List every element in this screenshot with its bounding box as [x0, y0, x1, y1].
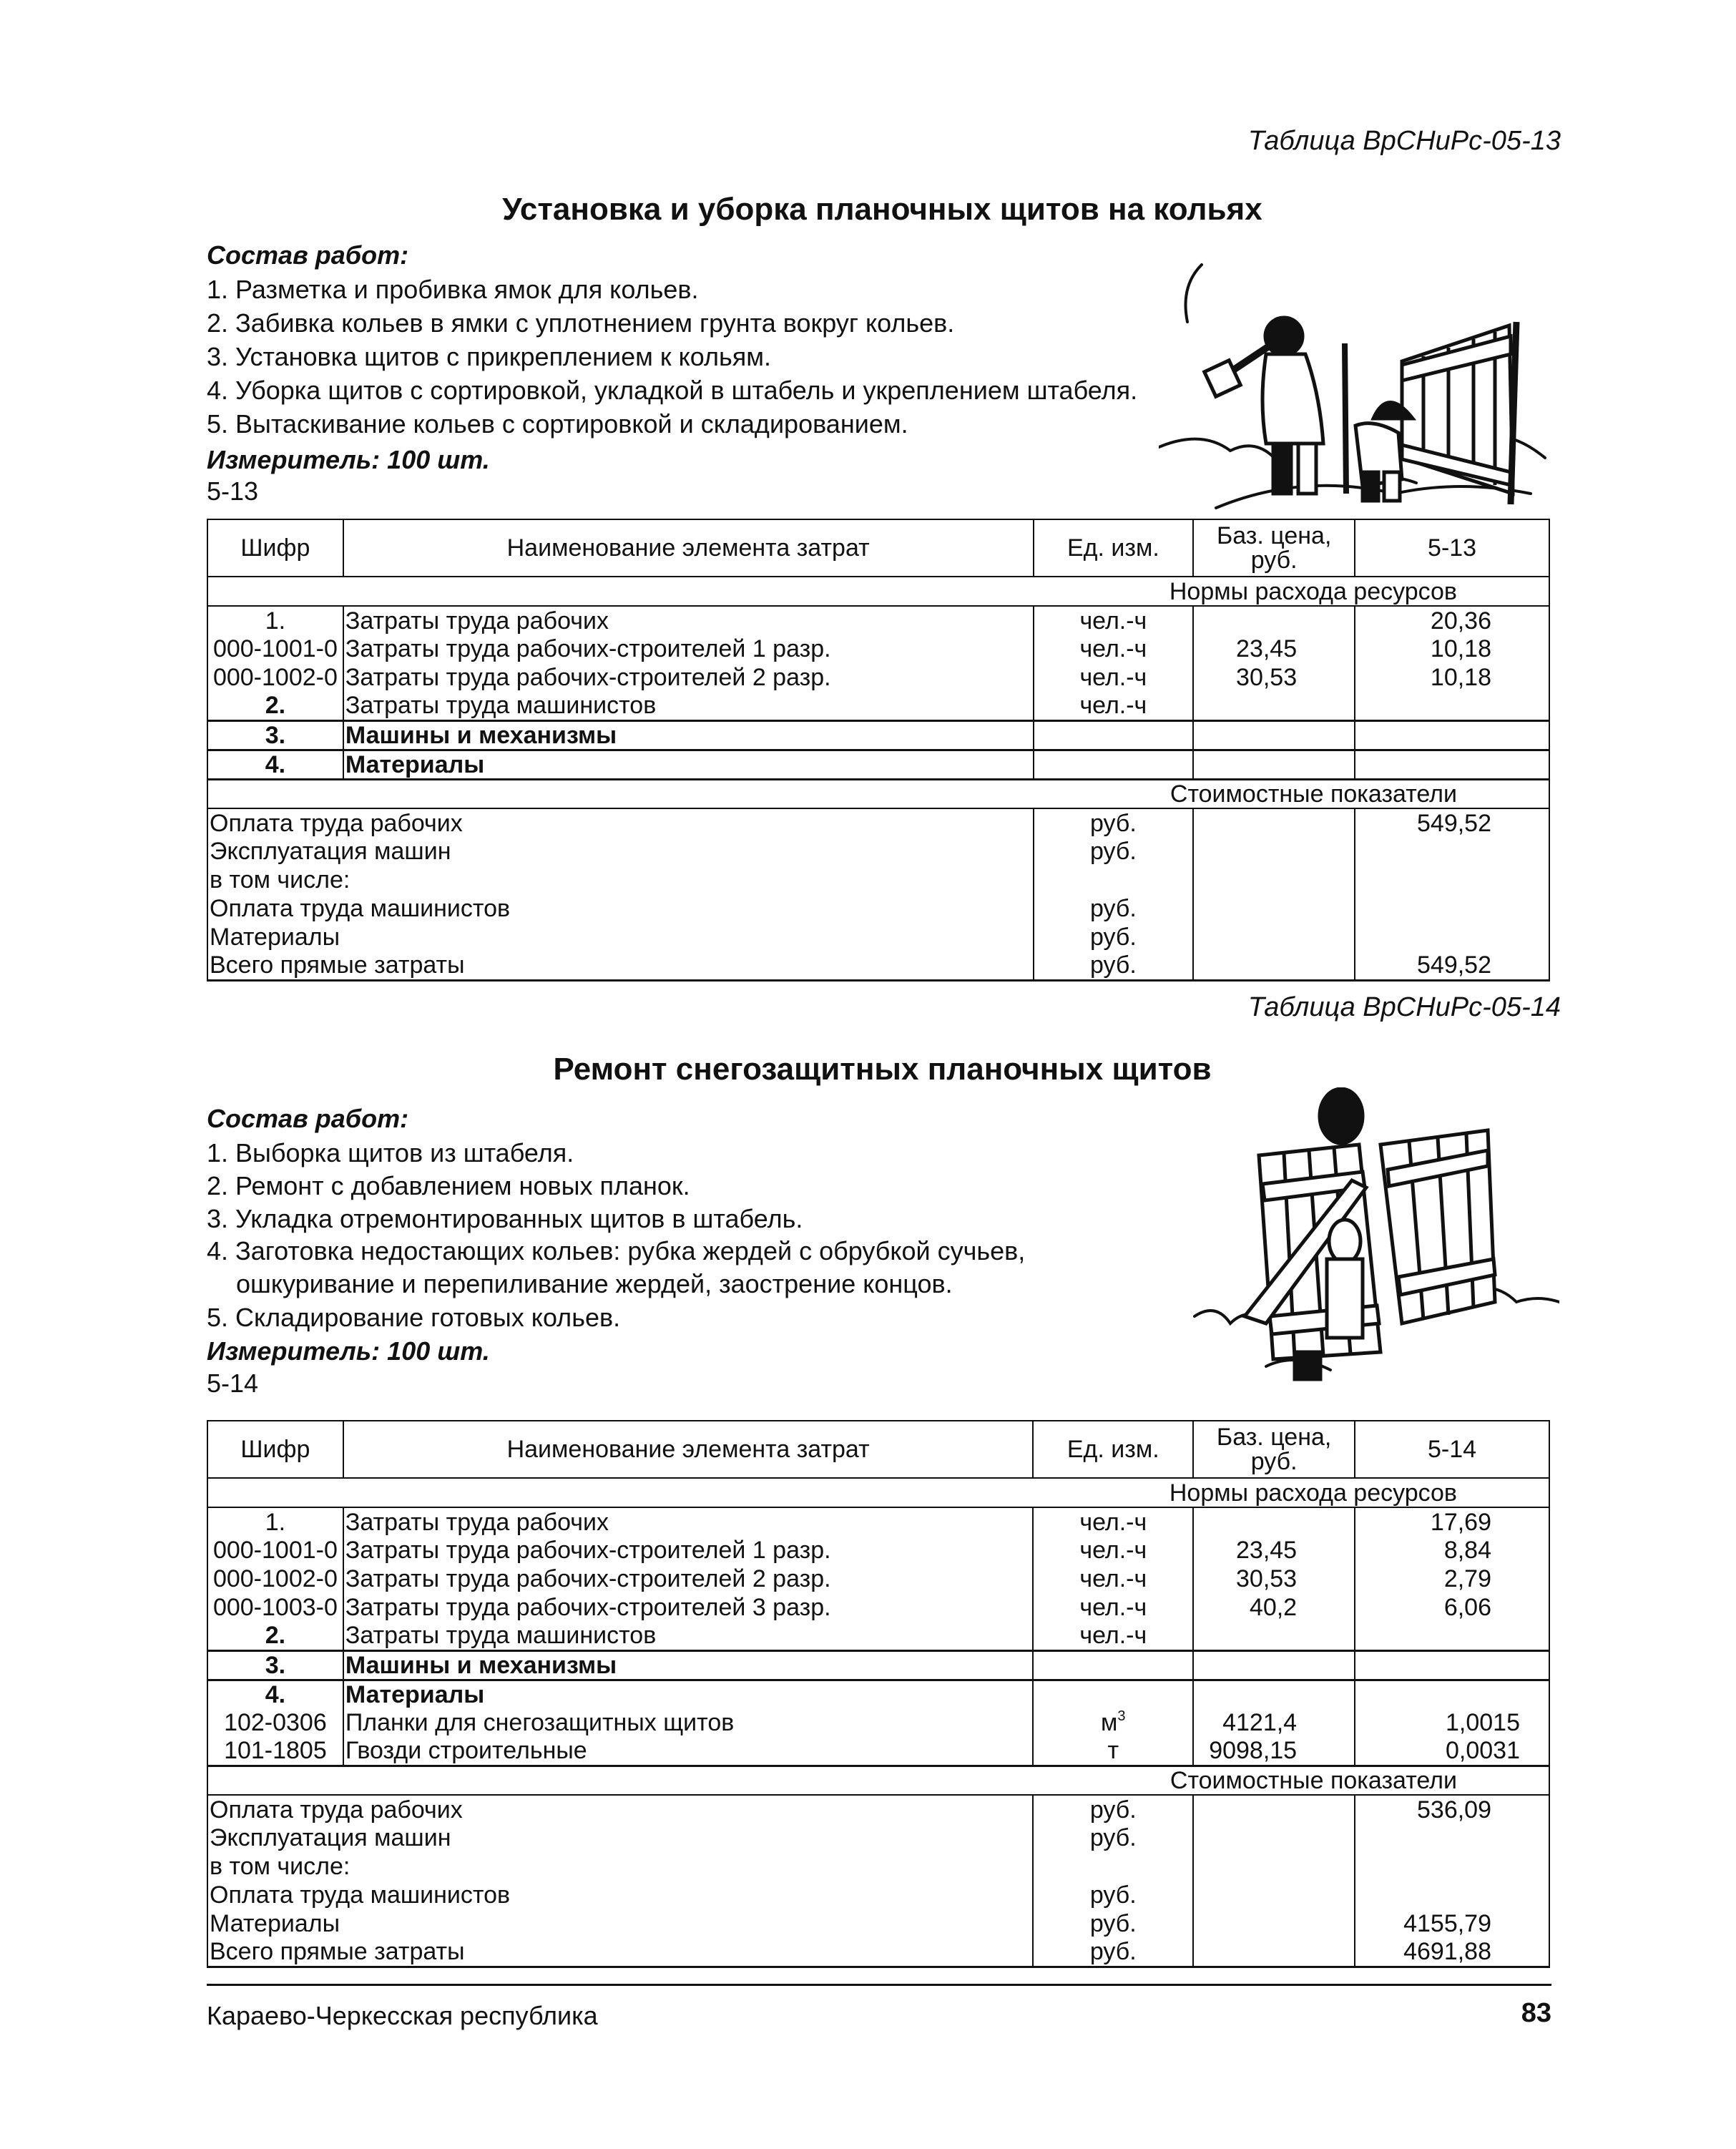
norms-table-5-14 — [207, 1420, 1550, 1968]
row-name: Машины и механизмы — [343, 1650, 1034, 1680]
cost-row — [207, 866, 1549, 894]
cost-row — [207, 837, 1549, 866]
row-code: 000-1002-0 — [207, 663, 343, 692]
cost-name: Всего прямые затраты — [207, 951, 1034, 980]
cost-value: 4691,88 — [1355, 1938, 1549, 1967]
table-label: Таблица ВрСНиРс-05-13 — [1247, 126, 1561, 156]
row-unit: чел.-ч — [1033, 1593, 1193, 1622]
norm-code: 5-14 — [207, 1369, 259, 1398]
table-row — [207, 1593, 1549, 1622]
work-item: 3. Установка щитов с прикреплением к кольям. — [207, 342, 771, 371]
cost-name: Оплата труда рабочих — [207, 1795, 1033, 1824]
row-value: 6,06 — [1355, 1593, 1549, 1622]
cost-name: Материалы — [207, 923, 1034, 951]
cost-unit: руб. — [1033, 1881, 1193, 1909]
table-row — [207, 1507, 1549, 1536]
cost-value — [1355, 894, 1549, 923]
materials-row — [207, 750, 1549, 779]
worker-repairing-fence-icon — [1187, 1087, 1559, 1388]
row-price: 30,53 — [1193, 1565, 1355, 1593]
col-header-code: Шифр — [207, 519, 343, 577]
row-name: Затраты труда рабочих-строителей 2 разр. — [343, 1565, 1034, 1593]
row-value: 10,18 — [1355, 635, 1549, 663]
cost-name: Эксплуатация машин — [207, 837, 1034, 866]
row-name: Затраты труда рабочих — [343, 1507, 1034, 1536]
row-code: 4. — [207, 750, 343, 779]
row-price — [1193, 1622, 1355, 1650]
row-unit: чел.-ч — [1034, 635, 1194, 663]
row-name: Планки для снегозащитных щитов — [343, 1708, 1034, 1737]
table-row — [207, 1536, 1549, 1565]
cost-value — [1355, 866, 1549, 894]
cost-unit: руб. — [1034, 808, 1194, 837]
cost-row — [207, 1909, 1549, 1938]
row-value — [1355, 1622, 1549, 1650]
work-item: 1. Разметка и пробивка ямок для кольев. — [207, 275, 699, 304]
table-row — [207, 1565, 1549, 1593]
norms-section-label: Нормы расхода ресурсов — [207, 577, 1549, 606]
cost-unit: руб. — [1033, 1824, 1193, 1852]
row-value: 20,36 — [1355, 606, 1549, 635]
cost-section-label: Стоимостные показатели — [207, 1766, 1549, 1795]
row-price: 23,45 — [1193, 635, 1355, 663]
work-item: 2. Ремонт с добавлением новых планок. — [207, 1171, 690, 1200]
cost-unit: руб. — [1034, 923, 1194, 951]
cost-name: Всего прямые затраты — [207, 1938, 1033, 1967]
cost-row — [207, 1824, 1549, 1852]
row-price: 4121,4 — [1193, 1708, 1355, 1737]
row-value: 10,18 — [1355, 663, 1549, 692]
col-header-norm: 5-14 — [1355, 1421, 1549, 1478]
col-header-unit: Ед. изм. — [1034, 519, 1194, 577]
footer-divider — [207, 1984, 1551, 1986]
section-title: Установка и уборка планочных щитов на кольях — [502, 192, 1262, 227]
row-name: Затраты труда рабочих-строителей 3 разр. — [343, 1593, 1034, 1622]
cost-row — [207, 808, 1549, 837]
row-price — [1193, 692, 1355, 720]
cost-unit: руб. — [1034, 894, 1194, 923]
meter-label: Измеритель: 100 шт. — [207, 1336, 490, 1366]
row-code: 1. — [207, 1507, 343, 1536]
cost-unit: руб. — [1034, 837, 1194, 866]
row-name: Затраты труда рабочих-строителей 2 разр. — [343, 663, 1034, 692]
row-value: 2,79 — [1355, 1565, 1549, 1593]
cost-value: 549,52 — [1355, 808, 1549, 837]
row-name: Машины и механизмы — [343, 720, 1034, 750]
cost-value — [1355, 837, 1549, 866]
row-name: Материалы — [343, 1680, 1034, 1708]
cost-value: 536,09 — [1355, 1795, 1549, 1824]
table-row — [207, 663, 1549, 692]
row-code: 000-1001-0 — [207, 635, 343, 663]
row-price: 30,53 — [1193, 663, 1355, 692]
page-number: 83 — [1521, 1998, 1551, 2028]
row-name: Гвозди строительные — [343, 1737, 1034, 1766]
row-value — [1355, 692, 1549, 720]
norm-code: 5-13 — [207, 476, 259, 506]
col-header-price: Баз. цена, руб. — [1193, 519, 1355, 577]
row-price — [1193, 606, 1355, 635]
row-unit: чел.-ч — [1034, 606, 1194, 635]
row-price — [1193, 1507, 1355, 1536]
row-unit: чел.-ч — [1033, 1536, 1193, 1565]
row-name: Затраты труда рабочих-строителей 1 разр. — [343, 635, 1034, 663]
work-item: 3. Укладка отремонтированных щитов в штабель. — [207, 1204, 803, 1233]
row-value: 17,69 — [1355, 1507, 1549, 1536]
cost-unit: руб. — [1034, 951, 1194, 980]
cost-value — [1355, 923, 1549, 951]
cost-unit — [1033, 1852, 1193, 1881]
cost-name: в том числе: — [207, 866, 1034, 894]
row-code: 3. — [207, 720, 343, 750]
cost-row — [207, 1881, 1549, 1909]
cost-value — [1355, 1852, 1549, 1881]
col-header-unit: Ед. изм. — [1033, 1421, 1193, 1478]
material-item-row — [207, 1737, 1549, 1766]
table-row — [207, 635, 1549, 663]
cost-name: Материалы — [207, 1909, 1033, 1938]
meter-label: Измеритель: 100 шт. — [207, 445, 490, 474]
norms-table-5-13 — [207, 519, 1550, 982]
machines-row — [207, 720, 1549, 750]
cost-unit — [1034, 866, 1194, 894]
footer-region: Караево-Черкесская республика — [207, 2001, 598, 2030]
cost-row — [207, 1852, 1549, 1881]
works-heading: Состав работ: — [207, 1104, 409, 1133]
cost-row — [207, 1795, 1549, 1824]
work-item: 2. Забивка кольев в ямки с уплотнением грунта вокруг кольев. — [207, 308, 955, 338]
cost-row — [207, 951, 1549, 980]
row-name: Затраты труда рабочих-строителей 1 разр. — [343, 1536, 1034, 1565]
row-code: 2. — [207, 1622, 343, 1650]
table-row — [207, 692, 1549, 720]
materials-row — [207, 1680, 1549, 1708]
row-unit: чел.-ч — [1034, 663, 1194, 692]
cost-unit: руб. — [1033, 1909, 1193, 1938]
row-code: 000-1003-0 — [207, 1593, 343, 1622]
cost-section-label: Стоимостные показатели — [207, 779, 1549, 808]
row-name: Затраты труда машинистов — [343, 692, 1034, 720]
work-item: 4. Заготовка недостающих кольев: рубка жердей с обрубкой сучьев, — [207, 1236, 1026, 1266]
row-name: Затраты труда машинистов — [343, 1622, 1034, 1650]
row-code: 000-1001-0 — [207, 1536, 343, 1565]
row-unit: чел.-ч — [1033, 1622, 1193, 1650]
cost-row — [207, 894, 1549, 923]
work-item: 5. Вытаскивание кольев с сортировкой и складированием. — [207, 409, 908, 439]
work-item: 4. Уборка щитов с сортировкой, укладкой в штабель и укреплением штабеля. — [207, 376, 1138, 405]
works-heading: Состав работ: — [207, 240, 409, 270]
cost-unit: руб. — [1033, 1938, 1193, 1967]
cost-value — [1355, 1881, 1549, 1909]
table-row — [207, 606, 1549, 635]
row-value: 8,84 — [1355, 1536, 1549, 1565]
cost-row — [207, 923, 1549, 951]
row-price: 23,45 — [1193, 1536, 1355, 1565]
row-code: 102-0306 — [207, 1708, 343, 1737]
row-code: 1. — [207, 606, 343, 635]
work-item: 1. Выборка щитов из штабеля. — [207, 1138, 574, 1167]
cost-unit: руб. — [1033, 1795, 1193, 1824]
col-header-name: Наименование элемента затрат — [343, 1421, 1034, 1478]
cost-value — [1355, 1824, 1549, 1852]
material-item-row — [207, 1708, 1549, 1737]
row-code: 4. — [207, 1680, 343, 1708]
row-code: 2. — [207, 692, 343, 720]
machines-row — [207, 1650, 1549, 1680]
row-unit: чел.-ч — [1033, 1565, 1193, 1593]
table-label: Таблица ВрСНиРс-05-14 — [1247, 992, 1561, 1022]
row-unit: чел.-ч — [1034, 692, 1194, 720]
cost-name: Оплата труда рабочих — [207, 808, 1034, 837]
row-value: 0,0031 — [1355, 1737, 1549, 1766]
work-item-continuation: ошкуривание и перепиливание жердей, заострение концов. — [236, 1269, 953, 1298]
norms-section-label: Нормы расхода ресурсов — [207, 1478, 1549, 1507]
col-header-code: Шифр — [207, 1421, 343, 1478]
work-item: 5. Складирование готовых кольев. — [207, 1303, 621, 1332]
row-code: 3. — [207, 1650, 343, 1680]
row-unit: чел.-ч — [1033, 1507, 1193, 1536]
row-unit: т — [1033, 1737, 1193, 1766]
cost-row — [207, 1938, 1549, 1967]
row-unit: $м^3$ — [1033, 1708, 1193, 1737]
col-header-norm: 5-13 — [1355, 519, 1549, 577]
row-code: 000-1002-0 — [207, 1565, 343, 1593]
row-value: 1,0015 — [1355, 1708, 1549, 1737]
col-header-price: Баз. цена, руб. — [1193, 1421, 1355, 1478]
row-price: 40,2 — [1193, 1593, 1355, 1622]
row-code: 101-1805 — [207, 1737, 343, 1766]
table-row — [207, 1622, 1549, 1650]
section-title: Ремонт снегозащитных планочных щитов — [553, 1052, 1212, 1087]
cost-name: Оплата труда машинистов — [207, 894, 1034, 923]
cost-name: в том числе: — [207, 1852, 1033, 1881]
row-name: Затраты труда рабочих — [343, 606, 1034, 635]
col-header-name: Наименование элемента затрат — [343, 519, 1034, 577]
cost-name: Оплата труда машинистов — [207, 1881, 1033, 1909]
cost-name: Эксплуатация машин — [207, 1824, 1033, 1852]
cost-value: 549,52 — [1355, 951, 1549, 980]
row-price: 9098,15 — [1193, 1737, 1355, 1766]
workers-installing-fence-icon — [1159, 258, 1559, 515]
row-name: Материалы — [343, 750, 1034, 779]
cost-value: 4155,79 — [1355, 1909, 1549, 1938]
